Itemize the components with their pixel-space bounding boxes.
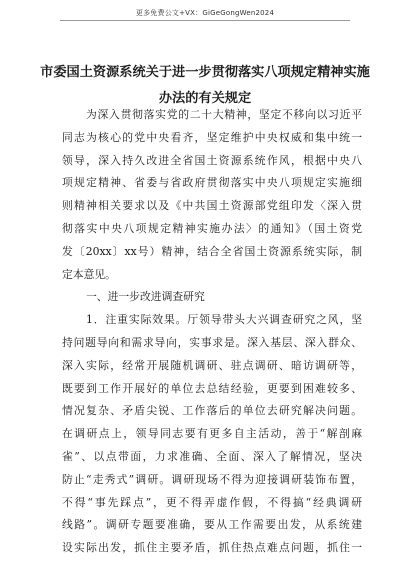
document-title-line-1: 市委国土资源系统关于进一步贯彻落实八项规定精神实施 [40,65,370,80]
section-line: 既要到工作开展好的单位去总结经验，更要到困难较多、 [62,381,362,395]
section-line: 线路”。调研专题要准确，要从工作需要出发，从系统建 [62,518,362,532]
intro-line: 同志为核心的党中央看齐，坚定维护中央权威和集中统一 [62,130,362,144]
document-title-line-2: 办法的有关规定 [158,91,252,106]
intro-line: 则精神相关要求以及《中共国土资源部党组印发〈深入贯 [62,199,362,213]
intro-line: 为深入贯彻落实党的二十大精神，坚定不移向以习近平 [86,108,362,121]
section-heading: 一、进一步改进调查研究 [86,290,205,304]
intro-line: 定本意见。 [62,267,116,281]
section-line: 在调研点上，领导同志要有更多自主活动，善于“解剖麻 [62,427,362,441]
section-line: 防止“走秀式”调研。调研现场不得为迎接调研装饰布置， [62,472,362,486]
section-line: 深入实际，经常开展随机调研、驻点调研、暗访调研等， [62,358,362,372]
header-divider [60,20,350,21]
section-line: 1．注重实际效果。厅领导带头大兴调查研究之风，坚 [86,313,362,327]
section-line: 情况复杂、矛盾尖锐、工作落后的单位去研究解决问题。 [62,404,362,418]
intro-line: 领导，深入持久改进全省国土资源系统作风，根据中央八 [62,153,362,167]
section-line: 不得“事先踩点”，更不得弄虚作假，不得搞“经典调研 [62,495,362,509]
page-header: 更多免费公文+VX：GiGeGongWen2024 [135,9,275,17]
intro-line: 项规定精神、省委与省政府贯彻落实中央八项规定实施细 [62,176,362,190]
section-line: 设实际出发，抓住主要矛盾，抓住热点难点问题，抓住一 [62,541,362,555]
section-line: 雀”、以点带面，力求准确、全面、深入了解情况，坚决 [62,449,362,463]
intro-line: 彻落实中央八项规定精神实施办法〉的通知》（国土资党 [62,221,362,235]
intro-line: 发〔20xx〕xx号）精神，结合全省国土资源系统实际，制 [62,244,362,258]
section-line: 持问题导向和需求导向，实事求是。深入基层、深入群众、 [62,335,362,349]
document-body [62,104,362,560]
